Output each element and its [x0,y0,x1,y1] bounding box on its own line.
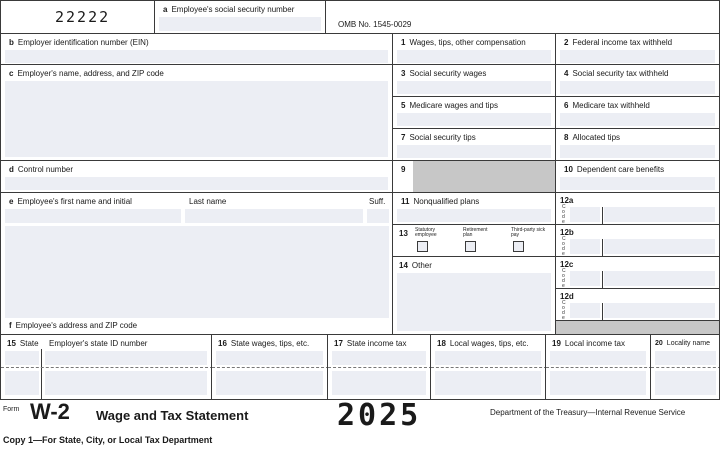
box-c-employer[interactable] [0,64,393,161]
sickpay-label: Third-party sick pay [511,227,546,238]
box-14[interactable]: 14 Other [392,256,556,335]
sickpay-checkbox[interactable] [513,241,524,252]
box-5[interactable]: 5 Medicare wages and tips [392,96,556,129]
box-8[interactable]: 8 Allocated tips [555,128,720,161]
box-3[interactable]: 3 Social security wages [392,64,556,97]
box-4[interactable]: 4 Social security tax withheld [555,64,720,97]
omb-box [325,0,720,34]
box-13: 13 Statutory employee Retirement plan Third-party sick pay [392,224,556,257]
box-15[interactable]: 15 State Employer's state ID number [0,334,212,400]
box-7[interactable]: 7 Social security tips [392,128,556,161]
box-12c[interactable]: 12c C o d e [555,256,720,289]
box-c-label: c Employer's name, address, and ZIP code [9,69,164,78]
box-b-ein[interactable] [0,33,393,65]
box-12d[interactable]: 12d C o d e [555,288,720,321]
box-12b[interactable]: 12b C o d e [555,224,720,257]
box-1[interactable]: 1 Wages, tips, other compensation [392,33,556,65]
box-2[interactable]: 2 Federal income tax withheld [555,33,720,65]
box-17[interactable]: 17 State income tax [327,334,431,400]
box-e-last-label: Last name [189,197,227,206]
omb-number: OMB No. 1545-0029 [338,20,412,29]
footer-year: 2025 [337,398,422,433]
statutory-checkbox[interactable] [417,241,428,252]
footer-dept: Department of the Treasury—Internal Revenue Service [490,408,686,417]
box-11[interactable]: 11 Nonqualified plans [392,192,556,225]
box-9: 9 [392,160,556,193]
retirement-label: Retirement plan [463,227,488,238]
box-b-label: b Employer identification number (EIN) [9,38,149,47]
retirement-checkbox[interactable] [465,241,476,252]
box-16[interactable]: 16 State wages, tips, etc. [211,334,328,400]
box-a-ssn[interactable] [154,0,326,34]
box-d-label: d Control number [9,165,74,174]
box-d-control[interactable] [0,160,393,193]
box-20[interactable]: 20 Locality name [650,334,720,400]
box-f-label: f Employee's address and ZIP code [9,321,138,330]
box-22222 [0,0,155,34]
footer-w2: W-2 [30,399,70,424]
box-e-suff-label: Suff. [369,197,386,206]
box-6[interactable]: 6 Medicare tax withheld [555,96,720,129]
box-19[interactable]: 19 Local income tax [545,334,651,400]
footer-copy: Copy 1—For State, City, or Local Tax Department [3,435,213,445]
footer-form-word: Form [3,406,20,413]
control-code: 22222 [55,8,111,26]
footer-title: Wage and Tax Statement [96,408,249,423]
box-e-label: e Employee's first name and initial [9,197,132,206]
box-10[interactable]: 10 Dependent care benefits [555,160,720,193]
box-12-shaded [555,320,720,335]
box-e-employee[interactable] [0,192,393,335]
box-12a[interactable]: 12a C o d e [555,192,720,225]
box-18[interactable]: 18 Local wages, tips, etc. [430,334,546,400]
statutory-label: Statutory employee [415,227,437,238]
box-a-label: a Employee's social security number [163,5,295,14]
